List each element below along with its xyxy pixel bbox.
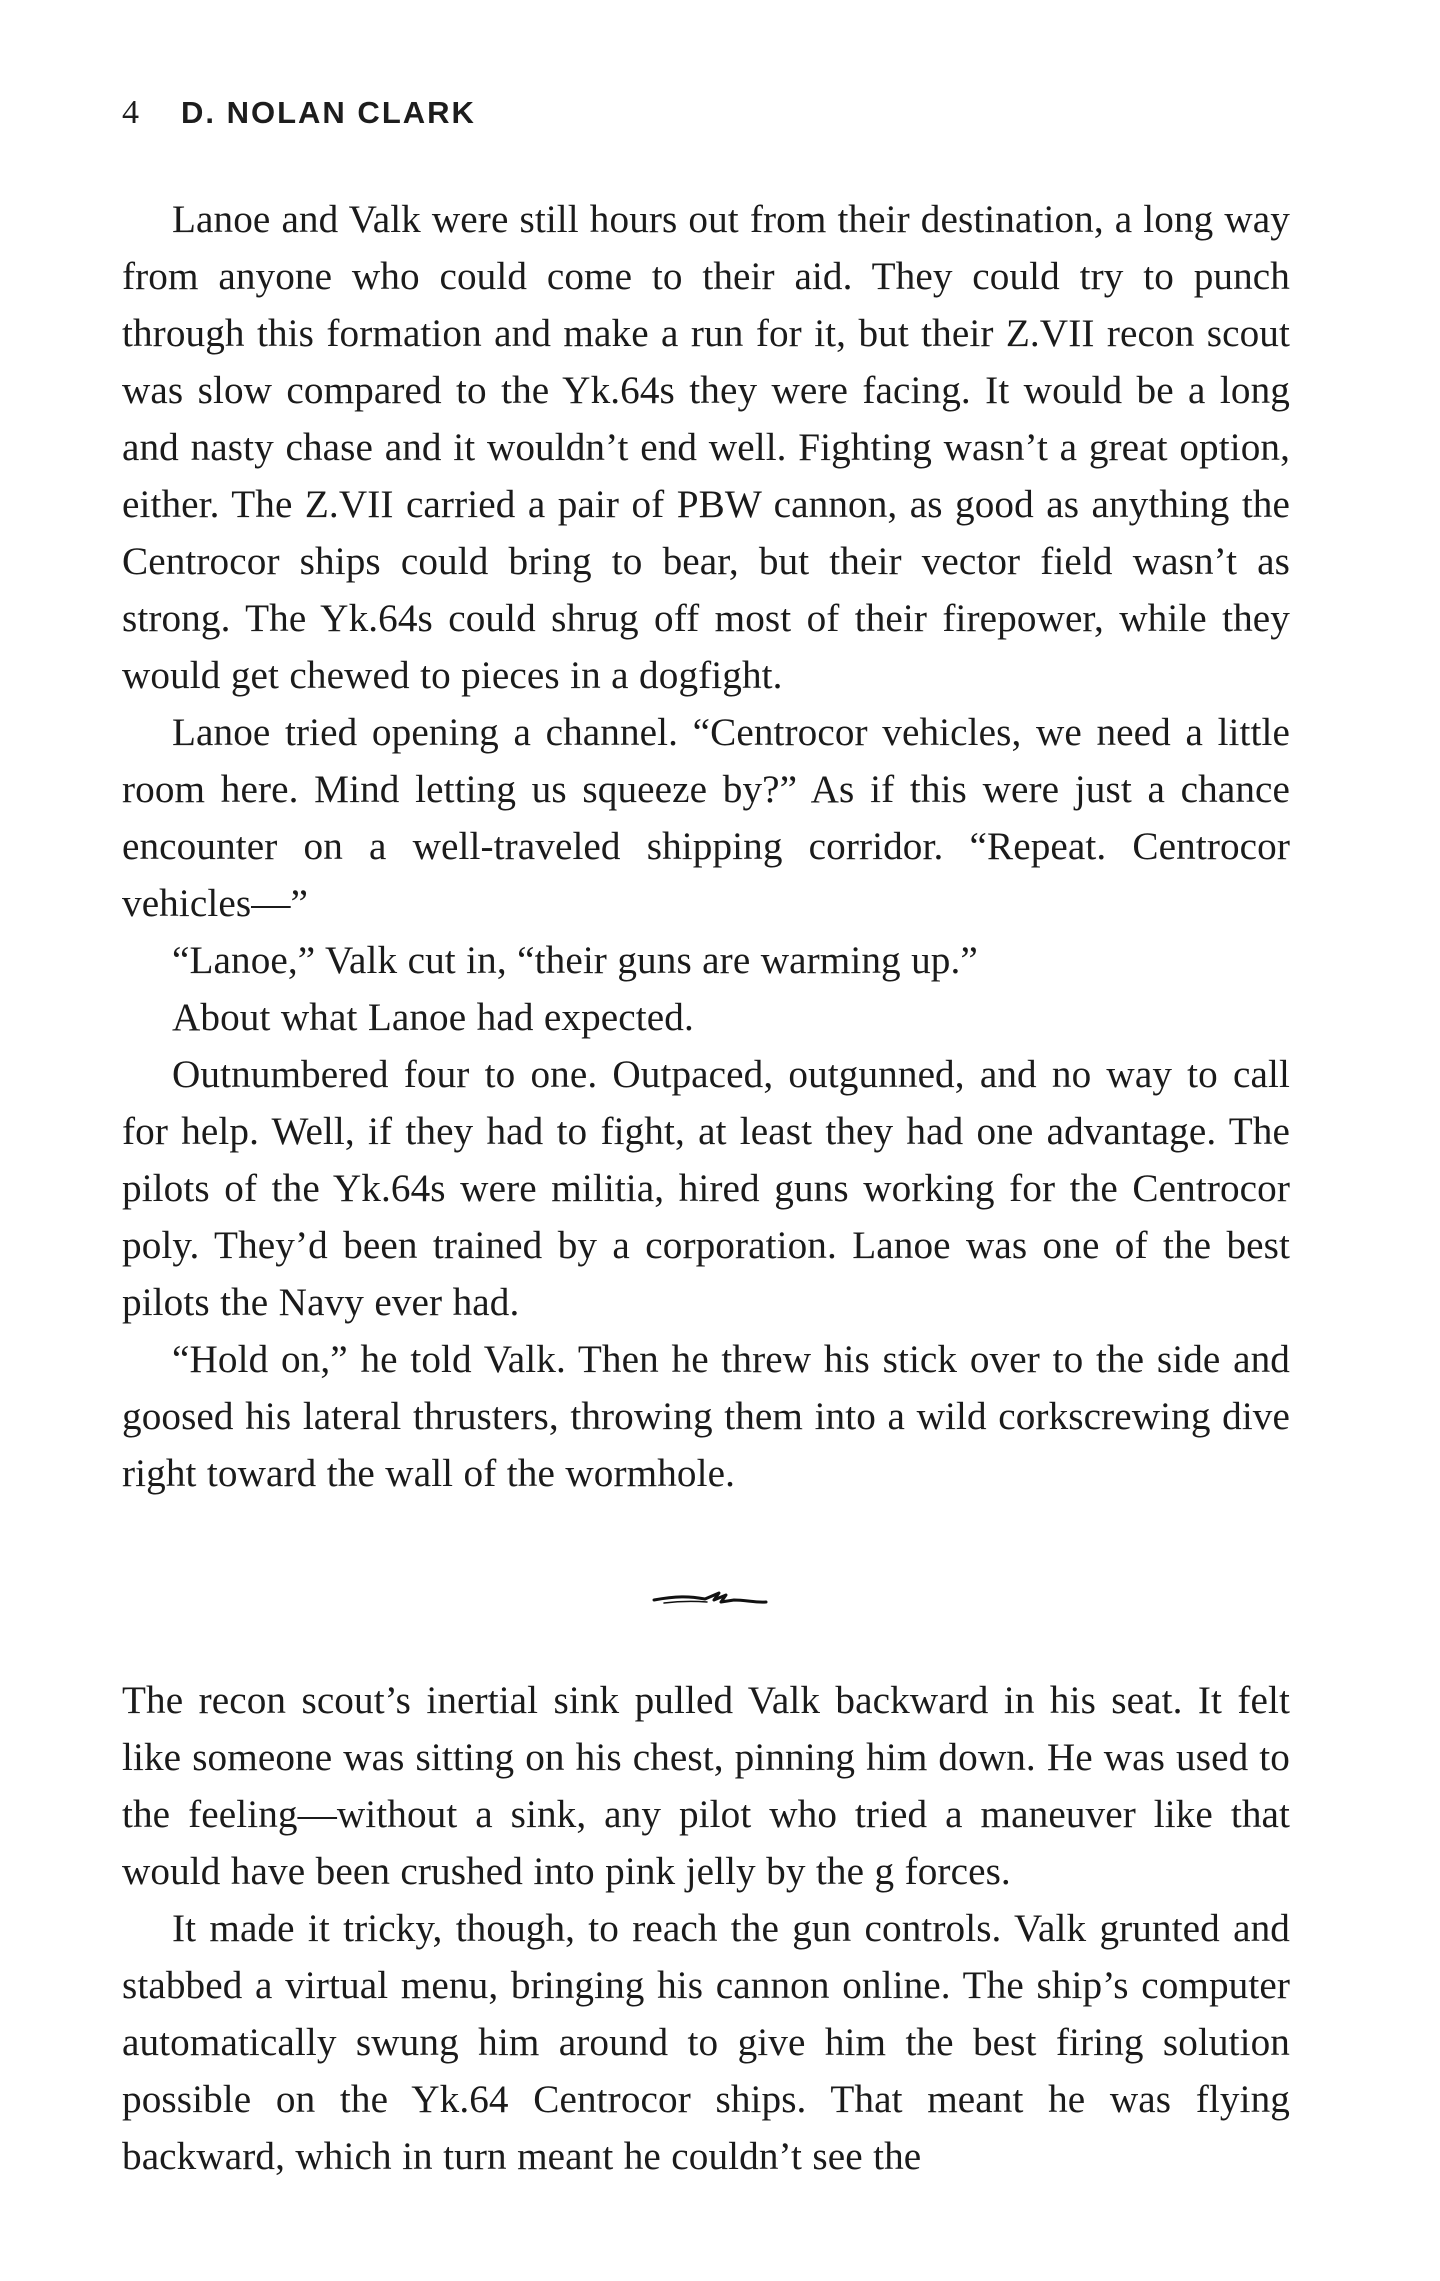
- body-paragraph: It made it tricky, though, to reach the gun controls. Valk grunted and stabbed a virtual menu, bringing his cannon online. The ship’s computer automatically swung him around to give him the best firing solution possible on the Yk.64 Centrocor ships. That meant he was flying backward, which in turn meant he couldn’t see the: [122, 1907, 1290, 2178]
- page-number: 4: [122, 94, 139, 131]
- body-paragraph: “Lanoe,” Valk cut in, “their guns are warming up.”: [172, 939, 978, 982]
- author-name: D. NOLAN CLARK: [181, 95, 476, 130]
- body-paragraph: “Hold on,” he told Valk. Then he threw his stick over to the side and goosed his lateral thrusters, throwing them into a wild corkscrewing dive right toward the wall of the wormhole.: [122, 1338, 1290, 1495]
- body-section-one: [122, 191, 1290, 1502]
- body-paragraph: Outnumbered four to one. Outpaced, outgunned, and no way to call for help. Well, if they had to fight, at least they had one advantage. The pilots of the Yk.64s were militia, hired guns working for the Centrocor poly. They’d been trained by a corporation. Lanoe was one of the best pilots the Navy ever had.: [122, 1053, 1290, 1324]
- body-paragraph: The recon scout’s inertial sink pulled Valk backward in his seat. It felt like someone was sitting on his chest, pinning him down. He was used to the feeling—without a sink, any pilot who tried a maneuver like that would have been crushed into pink jelly by the g forces.: [122, 1679, 1290, 1893]
- body-paragraph: Lanoe and Valk were still hours out from their destination, a long way from anyone who could come to their aid. They could try to punch through this formation and make a run for it, but their Z.VII recon scout was slow compared to the Yk.64s they were facing. It would be a long and nasty chase and it wouldn’t end well. Fighting wasn’t a great option, either. The Z.VII carried a pair of PBW cannon, as good as anything the Centrocor ships could bring to bear, but their vector field wasn’t as strong. The Yk.64s could shrug off most of their firepower, while they would get chewed to pieces in a dogfight.: [122, 198, 1290, 697]
- scene-break-ornament-icon: [650, 1585, 770, 1615]
- running-head: [122, 94, 1282, 138]
- body-paragraph: About what Lanoe had expected.: [172, 996, 694, 1039]
- body-paragraph: Lanoe tried opening a channel. “Centrocor vehicles, we need a little room here. Mind letting us squeeze by?” As if this were just a chance encounter on a well-traveled shipping corridor. “Repeat. Centrocor vehicles—”: [122, 711, 1290, 925]
- body-section-two: [122, 1672, 1290, 2185]
